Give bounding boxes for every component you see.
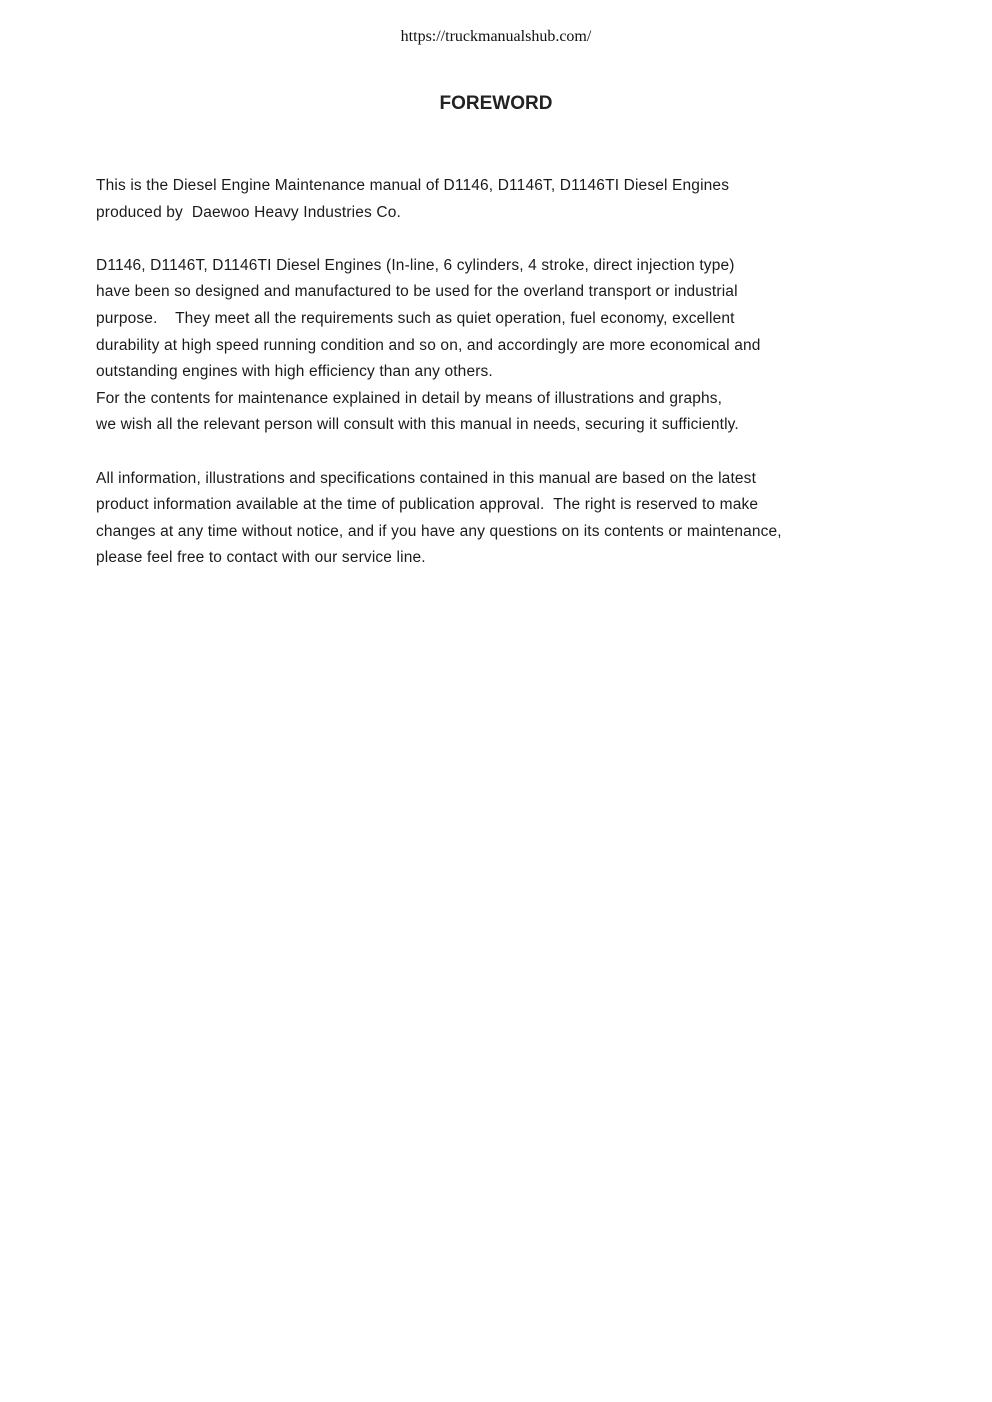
text-line: For the contents for maintenance explained in detail by means of illustrations and graphs, xyxy=(96,389,723,407)
text-line: produced by Daewoo Heavy Industries Co. xyxy=(96,203,401,221)
paragraph-intro xyxy=(96,173,916,226)
text-line: changes at any time without notice, and if you have any questions on its contents or maintenance, xyxy=(96,522,782,540)
text-line: All information, illustrations and specifications contained in this manual are based on the latest xyxy=(96,469,757,487)
page-title: FOREWORD xyxy=(439,93,553,114)
source-url: https://truckmanualshub.com/ xyxy=(400,28,592,45)
text-line: outstanding engines with high efficiency than any others. xyxy=(96,363,493,381)
text-line: This is the Diesel Engine Maintenance manual of D1146, D1146T, D1146TI Diesel Engines xyxy=(96,177,730,194)
text-line: we wish all the relevant person will consult with this manual in needs, securing it sufficiently. xyxy=(96,416,739,434)
text-line: purpose. They meet all the requirements such as quiet operation, fuel economy, excellent xyxy=(96,309,735,327)
paragraph-engine-description xyxy=(96,253,916,439)
text-line: have been so designed and manufactured to be used for the overland transport or industrial xyxy=(96,283,738,301)
text-line: durability at high speed running condition and so on, and accordingly are more economical and xyxy=(96,336,761,354)
paragraph-disclaimer xyxy=(96,466,916,572)
text-line: product information available at the time of publication approval. The right is reserved to make xyxy=(96,496,759,514)
text-line: please feel free to contact with our service line. xyxy=(96,549,426,567)
foreword-body xyxy=(96,173,916,599)
text-line: D1146, D1146T, D1146TI Diesel Engines (In-line, 6 cylinders, 4 stroke, direct injection type) xyxy=(96,256,735,274)
